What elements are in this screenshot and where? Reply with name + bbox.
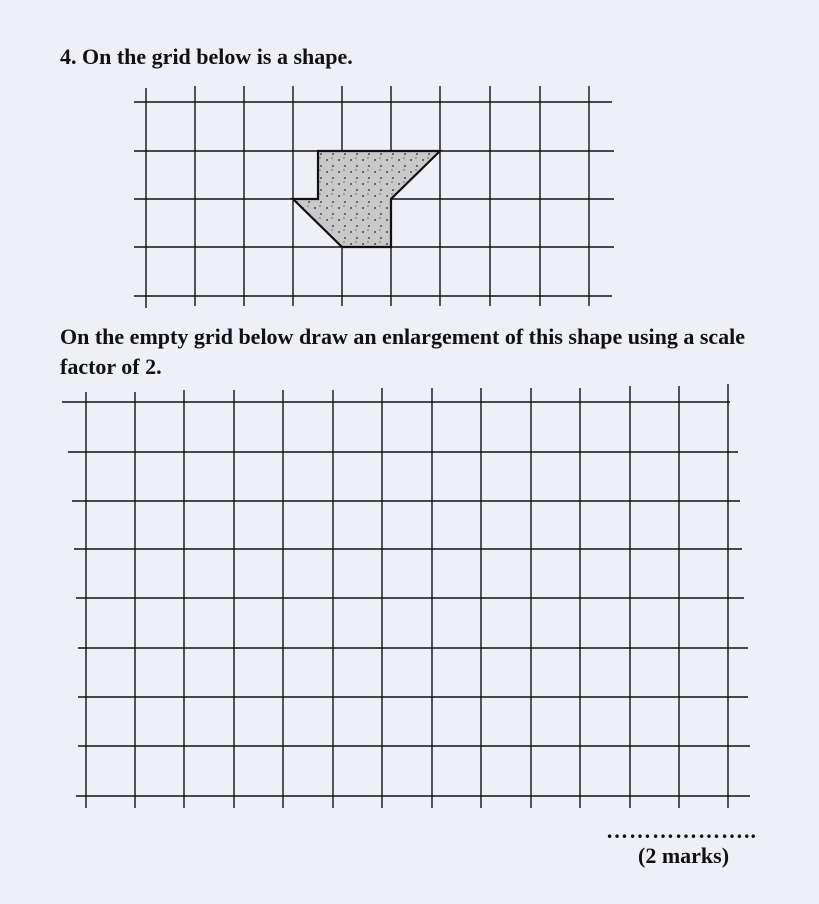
answer-grid[interactable] xyxy=(62,384,750,808)
answer-dotted-line[interactable]: ……………….. xyxy=(606,818,757,843)
instruction-text: On the empty grid below draw an enlargement of this shape using a scale factor of 2. xyxy=(60,324,746,379)
marks-label: (2 marks) xyxy=(638,843,730,868)
question-title: 4. On the grid below is a shape. xyxy=(60,44,353,69)
